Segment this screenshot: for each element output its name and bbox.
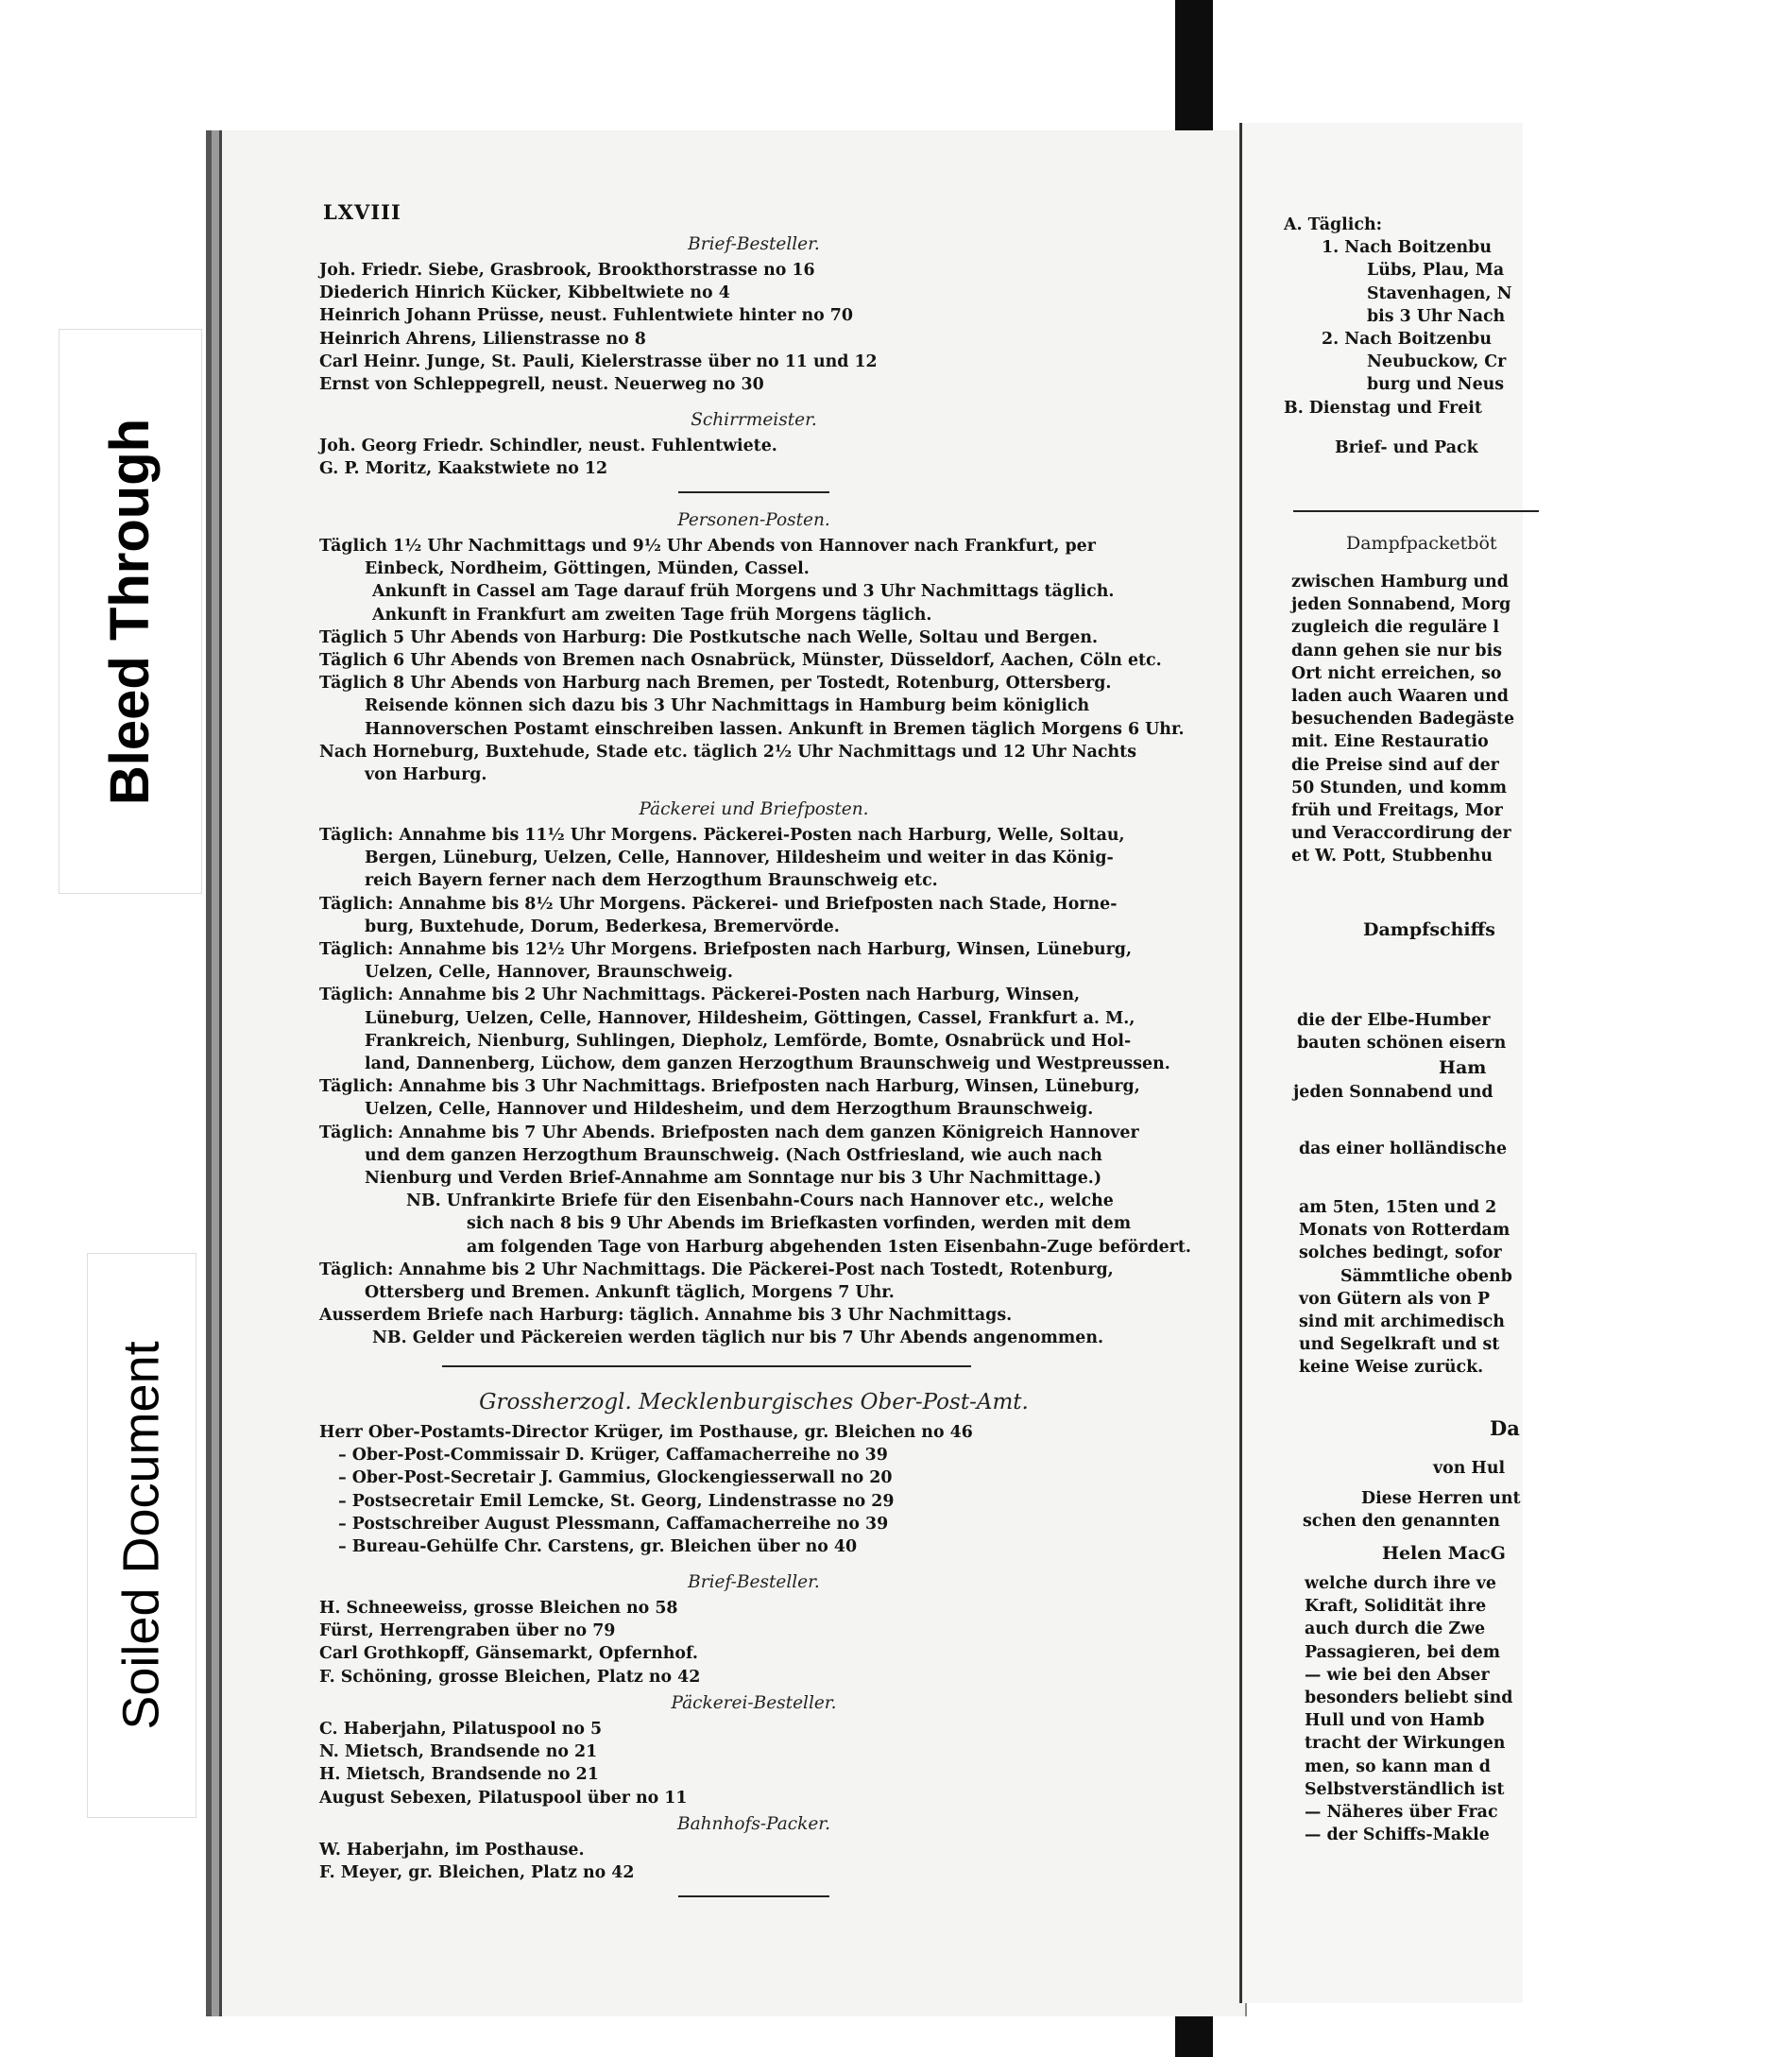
entry-line: Heinrich Johann Prüsse, neust. Fuhlentwiete hinter no 70 [319, 306, 853, 326]
right-line: besuchenden Badegäste [1291, 710, 1515, 729]
entry-line: Täglich 6 Uhr Abends von Bremen nach Osnabrück, Münster, Düsseldorf, Aachen, Cöln etc. [319, 651, 1162, 671]
entry-line: reich Bayern ferner nach dem Herzogthum Braunschweig etc. [365, 871, 938, 891]
entry-line: Täglich: Annahme bis 11½ Uhr Morgens. Päckerei-Posten nach Harburg, Welle, Soltau, [319, 826, 1125, 845]
entry-line: Carl Heinr. Junge, St. Pauli, Kielerstrasse über no 11 und 12 [319, 351, 878, 371]
right-line: von Gütern als von P [1299, 1289, 1491, 1309]
entry-line: Täglich: Annahme bis 2 Uhr Nachmittags. Päckerei-Posten nach Harburg, Winsen, [319, 986, 1081, 1005]
right-line: laden auch Waaren und [1291, 687, 1509, 707]
section-mecklenburg [319, 1383, 1188, 1558]
entry-line: – Postschreiber August Plessmann, Caffamacherreihe no 39 [338, 1514, 889, 1534]
entry-line: Ottersberg und Bremen. Ankunft täglich, Morgens 7 Uhr. [365, 1283, 895, 1303]
right-line: et W. Pott, Stubbenhu [1291, 847, 1493, 866]
entry-line: Ankunft in Frankfurt am zweiten Tage früh Morgens täglich. [372, 605, 932, 625]
page-number: LXVIII [323, 200, 401, 224]
right-line: zugleich die reguläre l [1291, 618, 1499, 638]
entry-line: von Harburg. [365, 765, 487, 785]
right-block-a [1284, 214, 1586, 420]
right-line: dann gehen sie nur bis [1291, 641, 1502, 660]
right-rule [1293, 510, 1539, 512]
right-line: Hull und von Hamb [1305, 1711, 1485, 1731]
entry-line: – Ober-Post-Secretair J. Gammius, Glockengiesserwall no 20 [338, 1468, 893, 1488]
right-line: — Näheres über Frac [1305, 1803, 1498, 1823]
section-heading: Personen-Posten. [677, 510, 830, 530]
right-line: bauten schönen eisern [1297, 1034, 1507, 1054]
right-line: Neubuckow, Cr [1367, 352, 1507, 372]
right-block-g [1303, 1487, 1605, 1533]
entry-line: NB. Gelder und Päckereien werden täglich nur bis 7 Uhr Abends angenommen. [372, 1328, 1104, 1348]
right-line: das einer holländische [1299, 1140, 1508, 1158]
entry-line: sich nach 8 bis 9 Uhr Abends im Briefkasten vorfinden, werden mit dem [467, 1214, 1132, 1234]
section-heading: Bahnhofs-Packer. [677, 1814, 830, 1834]
entry-line: land, Dannenberg, Lüchow, dem ganzen Herzogthum Braunschweig und Westpreussen. [365, 1054, 1170, 1074]
right-block-c [1297, 1009, 1599, 1054]
entry-line: Hannoverschen Postamt einschreiben lassen. Ankunft in Bremen täglich Morgens 6 Uhr. [365, 719, 1185, 739]
right-line: Passagieren, bei dem [1305, 1642, 1501, 1662]
section-paeckerei-besteller [319, 1689, 1188, 1809]
right-line: Selbstverständlich ist [1305, 1779, 1505, 1799]
entry-line: Joh. Georg Friedr. Schindler, neust. Fuhlentwiete. [319, 437, 777, 455]
right-block-e [1299, 1138, 1601, 1160]
entry-line: F. Schöning, grosse Bleichen, Platz no 42 [319, 1667, 701, 1687]
entry-line: August Sebexen, Pilatuspool über no 11 [319, 1788, 688, 1808]
entry-line: Täglich: Annahme bis 3 Uhr Nachmittags. Briefposten nach Harburg, Winsen, Lüneburg, [319, 1077, 1140, 1097]
entry-line: am folgenden Tage von Harburg abgehenden 1sten Eisenbahn-Zuge befördert. [467, 1237, 1191, 1257]
right-heading-dampfpacket: Dampfpacketböt [1346, 533, 1497, 554]
entry-line: – Ober-Post-Commissair D. Krüger, Caffamacherreihe no 39 [338, 1446, 888, 1466]
section-rule [678, 1895, 829, 1897]
right-line: Diese Herren unt [1361, 1489, 1521, 1508]
right-line: 1. Nach Boitzenbu [1322, 238, 1492, 258]
soiled-document-label [87, 1253, 196, 1818]
entry-line: Nach Horneburg, Buxtehude, Stade etc. täglich 2½ Uhr Nachmittags und 12 Uhr Nachts [319, 742, 1136, 762]
entry-line: Uelzen, Celle, Hannover, Braunschweig. [365, 963, 733, 983]
entry-line: Täglich: Annahme bis 2 Uhr Nachmittags. Die Päckerei-Post nach Tostedt, Rotenburg, [319, 1260, 1114, 1279]
right-line: auch durch die Zwe [1305, 1620, 1486, 1639]
section-schirrmeister [319, 406, 1188, 499]
entry-line: Nienburg und Verden Brief-Annahme am Sonntage nur bis 3 Uhr Nachmittage.) [365, 1169, 1102, 1189]
section-heading: Päckerei und Briefposten. [639, 799, 869, 819]
right-heading-von-hul: von Hul [1433, 1459, 1506, 1478]
entry-line: C. Haberjahn, Pilatuspool no 5 [319, 1720, 603, 1739]
right-line: und Segelkraft und st [1299, 1335, 1500, 1355]
right-block-f [1299, 1196, 1601, 1380]
right-line: bis 3 Uhr Nach [1367, 306, 1506, 326]
section-heading: Päckerei-Besteller. [671, 1693, 837, 1713]
right-line: men, so kann man d [1305, 1757, 1491, 1776]
entry-line: Ernst von Schleppegrell, neust. Neuerweg no 30 [319, 375, 764, 395]
right-line: zwischen Hamburg und [1291, 573, 1509, 591]
section-paeckerei-briefposten [319, 796, 1191, 1373]
entry-line: NB. Unfrankirte Briefe für den Eisenbahn-Cours nach Hannover etc., welche [406, 1191, 1114, 1211]
right-line: sind mit archimedisch [1299, 1312, 1505, 1332]
right-line: 2. Nach Boitzenbu [1322, 330, 1492, 350]
entry-line: Täglich 8 Uhr Abends von Harburg nach Bremen, per Tostedt, Rotenburg, Ottersberg. [319, 674, 1112, 694]
bleed-through-label [59, 329, 202, 894]
right-line: Sämmtliche obenb [1340, 1266, 1512, 1286]
section-brief-besteller-1 [319, 231, 1188, 396]
section-heading: Brief-Besteller. [688, 1572, 820, 1592]
entry-line: Täglich: Annahme bis 8½ Uhr Morgens. Päckerei- und Briefposten nach Stade, Horne- [319, 894, 1118, 914]
right-line: besonders beliebt sind [1305, 1688, 1513, 1708]
right-line: — wie bei den Abser [1305, 1665, 1490, 1685]
right-line: tracht der Wirkungen [1305, 1734, 1506, 1754]
entry-line: Täglich: Annahme bis 12½ Uhr Morgens. Briefposten nach Harburg, Winsen, Lüneburg, [319, 940, 1132, 960]
section-heading: Brief-Besteller. [688, 234, 820, 254]
bleed-through-label-text: Bleed Through [99, 418, 162, 805]
entry-line: Täglich: Annahme bis 7 Uhr Abends. Briefposten nach dem ganzen Königreich Hannover [319, 1123, 1139, 1142]
right-line: Lübs, Plau, Ma [1367, 261, 1505, 281]
right-line: A. Täglich: [1284, 215, 1383, 234]
entry-line: Täglich 1½ Uhr Nachmittags und 9½ Uhr Abends von Hannover nach Frankfurt, per [319, 537, 1096, 556]
right-heading-dampfschiffs: Dampfschiffs [1363, 919, 1495, 940]
right-heading-ham: Ham [1439, 1057, 1487, 1078]
right-line: Stavenhagen, N [1367, 283, 1512, 303]
right-line: mit. Eine Restauratio [1291, 732, 1489, 752]
right-line: keine Weise zurück. [1299, 1358, 1484, 1378]
entry-line: Uelzen, Celle, Hannover und Hildesheim, und dem Herzogthum Braunschweig. [365, 1100, 1094, 1120]
right-line: die der Elbe-Humber [1297, 1011, 1491, 1030]
entry-line: burg, Buxtehude, Dorum, Bederkesa, Bremervörde. [365, 917, 840, 936]
entry-line: – Bureau-Gehülfe Chr. Carstens, gr. Bleichen über no 40 [338, 1537, 858, 1557]
entry-line: G. P. Moritz, Kaakstwiete no 12 [319, 459, 608, 479]
right-line: schen den genannten [1303, 1512, 1500, 1532]
right-line: 50 Stunden, und komm [1291, 778, 1508, 797]
entry-line: N. Mietsch, Brandsende no 21 [319, 1742, 598, 1762]
entry-line: Joh. Friedr. Siebe, Grasbrook, Brookthorstrasse no 16 [319, 261, 815, 280]
right-line: Ort nicht erreichen, so [1291, 663, 1502, 683]
entry-line: Einbeck, Nordheim, Göttingen, Münden, Cassel. [365, 559, 810, 579]
entry-line: und dem ganzen Herzogthum Braunschweig. (Nach Ostfriesland, wie auch nach [365, 1145, 1102, 1165]
entry-line: Ausserdem Briefe nach Harburg: täglich. Annahme bis 3 Uhr Nachmittags. [319, 1306, 1013, 1326]
right-line: jeden Sonnabend und [1293, 1083, 1493, 1102]
entry-line: Diederich Hinrich Kücker, Kibbeltwiete no 4 [319, 283, 730, 303]
section-rule [678, 491, 829, 493]
section-brief-besteller-2 [319, 1568, 1188, 1688]
entry-line: Fürst, Herrengraben über no 79 [319, 1621, 616, 1641]
section-heading: Schirrmeister. [691, 410, 817, 430]
entry-line: Frankreich, Nienburg, Suhlingen, Diepholz, Lemförde, Bomte, Osnabrück und Hol- [365, 1031, 1132, 1051]
right-block-h [1305, 1572, 1607, 1846]
section-bahnhofs-packer [319, 1810, 1188, 1903]
section-personen-posten [319, 506, 1188, 786]
soiled-document-label-text: Soiled Document [113, 1341, 171, 1730]
right-heading-da: Da [1490, 1416, 1520, 1440]
right-line: jeden Sonnabend, Morg [1291, 595, 1511, 615]
section-heading: Grossherzogl. Mecklenburgisches Ober-Post-Amt. [479, 1390, 1029, 1414]
entry-line: Bergen, Lüneburg, Uelzen, Celle, Hannover, Hildesheim und weiter in das König- [365, 849, 1114, 868]
entry-line: F. Meyer, gr. Bleichen, Platz no 42 [319, 1863, 635, 1883]
right-line: früh und Freitags, Mor [1291, 801, 1503, 821]
right-line: Kraft, Solidität ihre [1305, 1597, 1487, 1617]
entry-line: Carl Grothkopff, Gänsemarkt, Opfernhof. [319, 1644, 698, 1664]
entry-line: H. Schneeweiss, grosse Bleichen no 58 [319, 1599, 678, 1618]
right-line: — der Schiffs-Makle [1305, 1826, 1490, 1845]
right-line: B. Dienstag und Freit [1284, 398, 1482, 418]
entry-line: H. Mietsch, Brandsende no 21 [319, 1765, 599, 1785]
right-line: die Preise sind auf der [1291, 755, 1499, 775]
entry-line: Herr Ober-Postamts-Director Krüger, im Posthause, gr. Bleichen no 46 [319, 1423, 973, 1442]
right-block-d [1293, 1081, 1596, 1104]
right-line: welche durch ihre ve [1305, 1574, 1496, 1593]
right-line: und Veraccordirung der [1291, 824, 1511, 844]
entry-line: Reisende können sich dazu bis 3 Uhr Nachmittags in Hamburg beim königlich [365, 696, 1090, 716]
right-line: am 5ten, 15ten und 2 [1299, 1198, 1497, 1217]
right-line: burg und Neus [1367, 375, 1505, 395]
right-block-b [1291, 571, 1594, 868]
right-page [1239, 123, 1523, 2003]
entry-line: Lüneburg, Uelzen, Celle, Hannover, Hildesheim, Göttingen, Cassel, Frankfurt a. M., [365, 1008, 1135, 1028]
right-line: Monats von Rotterdam [1299, 1221, 1510, 1241]
section-rule [442, 1365, 971, 1367]
right-heading-brief-pack: Brief- und Pack [1335, 438, 1478, 457]
entry-line: Heinrich Ahrens, Lilienstrasse no 8 [319, 329, 646, 349]
right-line: solches bedingt, sofor [1299, 1243, 1502, 1263]
entry-line: – Postsecretair Emil Lemcke, St. Georg, Lindenstrasse no 29 [338, 1491, 895, 1511]
entry-line: Ankunft in Cassel am Tage darauf früh Morgens und 3 Uhr Nachmittags täglich. [372, 582, 1115, 602]
entry-line: Täglich 5 Uhr Abends von Harburg: Die Postkutsche nach Welle, Soltau und Bergen. [319, 627, 1099, 647]
entry-line: W. Haberjahn, im Posthause. [319, 1841, 585, 1860]
right-heading-helen: Helen MacG [1382, 1543, 1506, 1564]
